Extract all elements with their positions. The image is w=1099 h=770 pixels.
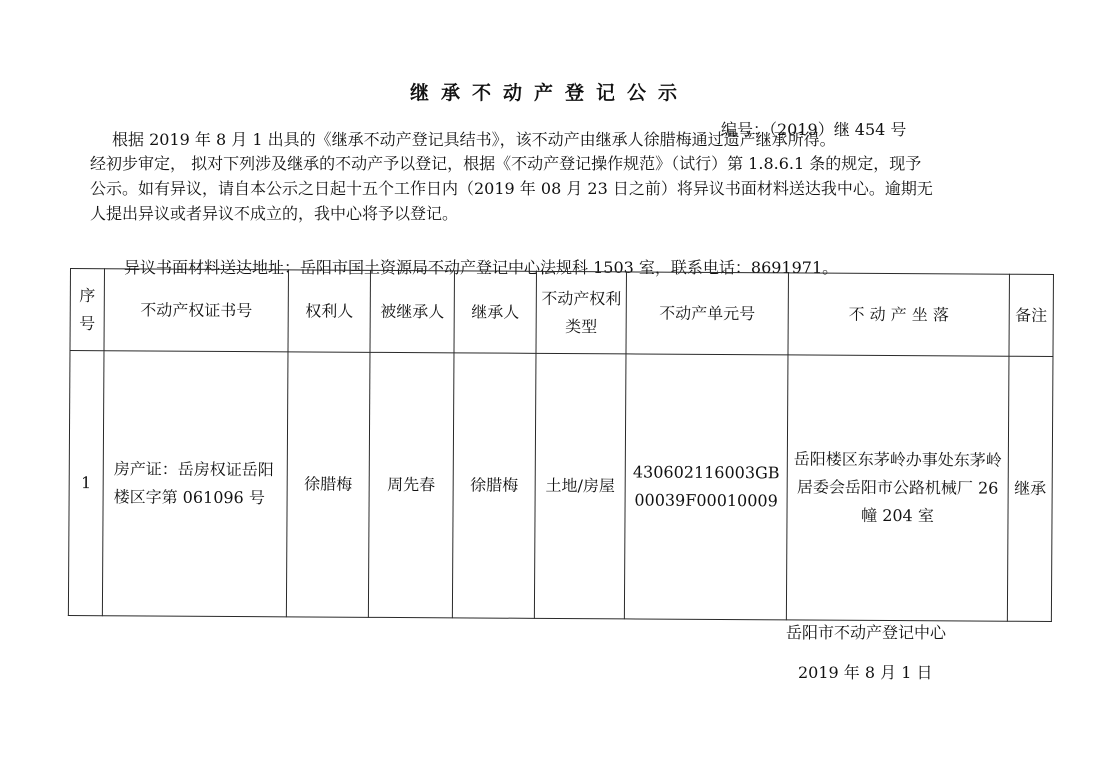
issue-date: 2019 年 8 月 1 日 — [798, 663, 933, 682]
table-row — [68, 351, 1053, 622]
cell-right-type: 土地/房屋 — [534, 353, 626, 619]
paragraph-line-3: 公示。如有异议，请自本公示之日起十五个工作日内（2019 年 08 月 23 日之前）将异议书面材料送达我中心。逾期无 — [90, 179, 933, 198]
paragraph-line-4: 人提出异议或者异议不成立的，我中心将予以登记。 — [90, 204, 459, 223]
header-certificate: 不动产权证书号 — [104, 269, 288, 352]
table-header-row — [70, 269, 1053, 357]
paragraph-line-2: 经初步审定， 拟对下列涉及继承的不动产予以登记，根据《不动产登记操作规范》（试行）第 1.8.6.1 条的规定，现予 — [90, 154, 922, 173]
issuer-name: 岳阳市不动产登记中心 — [786, 623, 947, 642]
header-holder: 权利人 — [288, 270, 370, 352]
header-decedent: 被继承人 — [370, 270, 454, 353]
cell-remark: 继承 — [1007, 356, 1053, 621]
document-number: 编号：（2019）继 454 号 — [721, 120, 907, 139]
property-table — [68, 268, 1054, 622]
header-heir: 继承人 — [454, 271, 536, 353]
cell-location: 岳阳楼区东茅岭办事处东茅岭居委会岳阳市公路机械厂 26 幢 204 室 — [786, 355, 1009, 621]
cell-holder: 徐腊梅 — [286, 352, 370, 617]
cell-heir: 徐腊梅 — [452, 353, 536, 618]
cell-seq: 1 — [68, 351, 104, 616]
header-right-type: 不动产权利类型 — [536, 271, 626, 354]
paragraph-line-1: 根据 2019 年 8 月 1 出具的《继承不动产登记具结书》，该不动产由继承人徐腊梅通过遗产继承所得。 — [112, 130, 836, 149]
cell-certificate: 房产证：岳房权证岳阳楼区字第 061096 号 — [102, 351, 288, 617]
cell-unit-no: 430602116003GB00039F00010009 — [624, 354, 788, 620]
cell-decedent: 周先春 — [368, 352, 454, 618]
header-seq: 序号 — [70, 269, 105, 351]
objection-address: 异议书面材料送达地址：岳阳市国土资源局不动产登记中心法规科 1503 室，联系电话：8691971。 — [124, 258, 839, 277]
header-remark: 备注 — [1009, 274, 1054, 356]
document-title: 继承不动产登记公示 — [409, 82, 689, 104]
header-unit-no: 不动产单元号 — [626, 272, 788, 355]
header-location: 不 动 产 坐 落 — [788, 273, 1009, 356]
